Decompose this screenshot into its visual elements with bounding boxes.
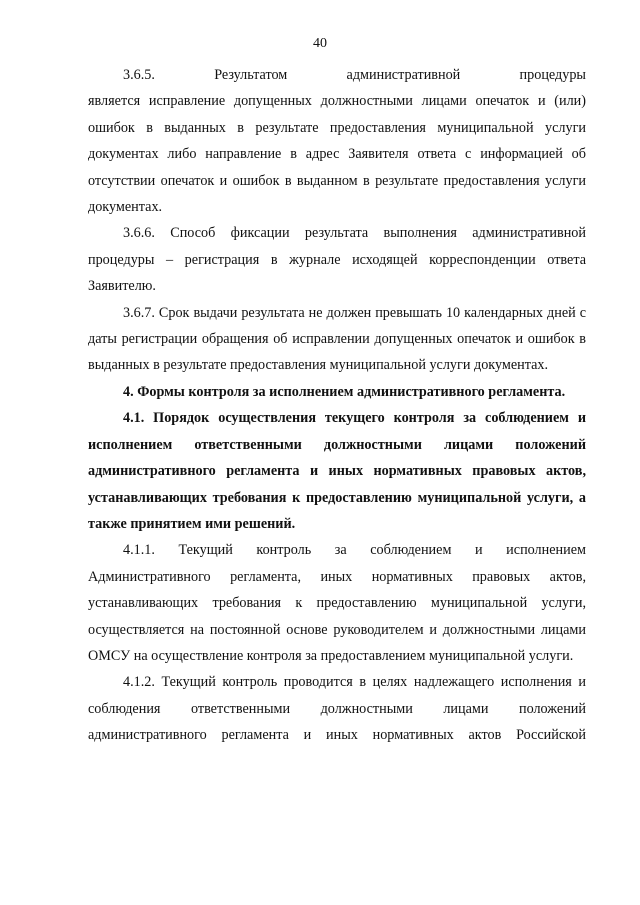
paragraph-3-6-5 bbox=[88, 62, 586, 220]
paragraph-3-6-5-first-line bbox=[88, 62, 586, 88]
paragraph-3-6-5-word-3: процедуры bbox=[519, 67, 586, 83]
paragraph-4-1-1: 4.1.1. Текущий контроль за соблюдением и исполнением Административного регламента, иных нормативных правовых актов, устанавливающих требования к предоставлению муниципальной услуги, осуществляется на постоянной основе руководителем и должностными лицами ОМСУ на осуществление контроля за предоставлением муниципальной услуги. bbox=[88, 542, 586, 664]
paragraph-3-6-5-word-1: Результатом bbox=[214, 67, 288, 83]
heading-section-4: 4. Формы контроля за исполнением административного регламента. bbox=[123, 383, 566, 400]
paragraph-3-6-5-text: является исправление допущенных должностными лицами опечаток и (или) ошибок в выданных в результате предоставления муниципальной услуги документах либо направление в адрес Заявителя ответа с информацией об отсутствии опечаток и ошибок в выданном в результате предоставления услуги документах. bbox=[88, 93, 586, 216]
paragraph-3-6-7: 3.6.7. Срок выдачи результата не должен превышать 10 календарных дней с даты регистрации обращения об исправлении допущенных опечаток и ошибок в выданных в результате предоставления муниципальной услуги документах. bbox=[88, 304, 586, 374]
page-number: 40 bbox=[313, 36, 327, 51]
paragraph-3-6-5-number: 3.6.5. bbox=[123, 67, 155, 83]
paragraph-4-1-2: 4.1.2. Текущий контроль проводится в целях надлежащего исполнения и соблюдения ответственными должностными лицами положений административного регламента и иных нормативных актов Российской bbox=[88, 674, 586, 744]
paragraph-3-6-5-word-2: административной bbox=[346, 67, 461, 83]
document-body bbox=[88, 62, 586, 749]
heading-section-4-1: 4.1. Порядок осуществления текущего контроля за соблюдением и исполнением ответственными должностными лицами положений административного регламента и иных нормативных правовых актов, устанавливающих требования к предоставлению муниципальной услуги, а также принятием ими решений. bbox=[88, 410, 586, 532]
paragraph-3-6-6: 3.6.6. Способ фиксации результата выполнения административной процедуры – регистрация в журнале исходящей корреспонденции ответа Заявителю. bbox=[88, 225, 586, 295]
